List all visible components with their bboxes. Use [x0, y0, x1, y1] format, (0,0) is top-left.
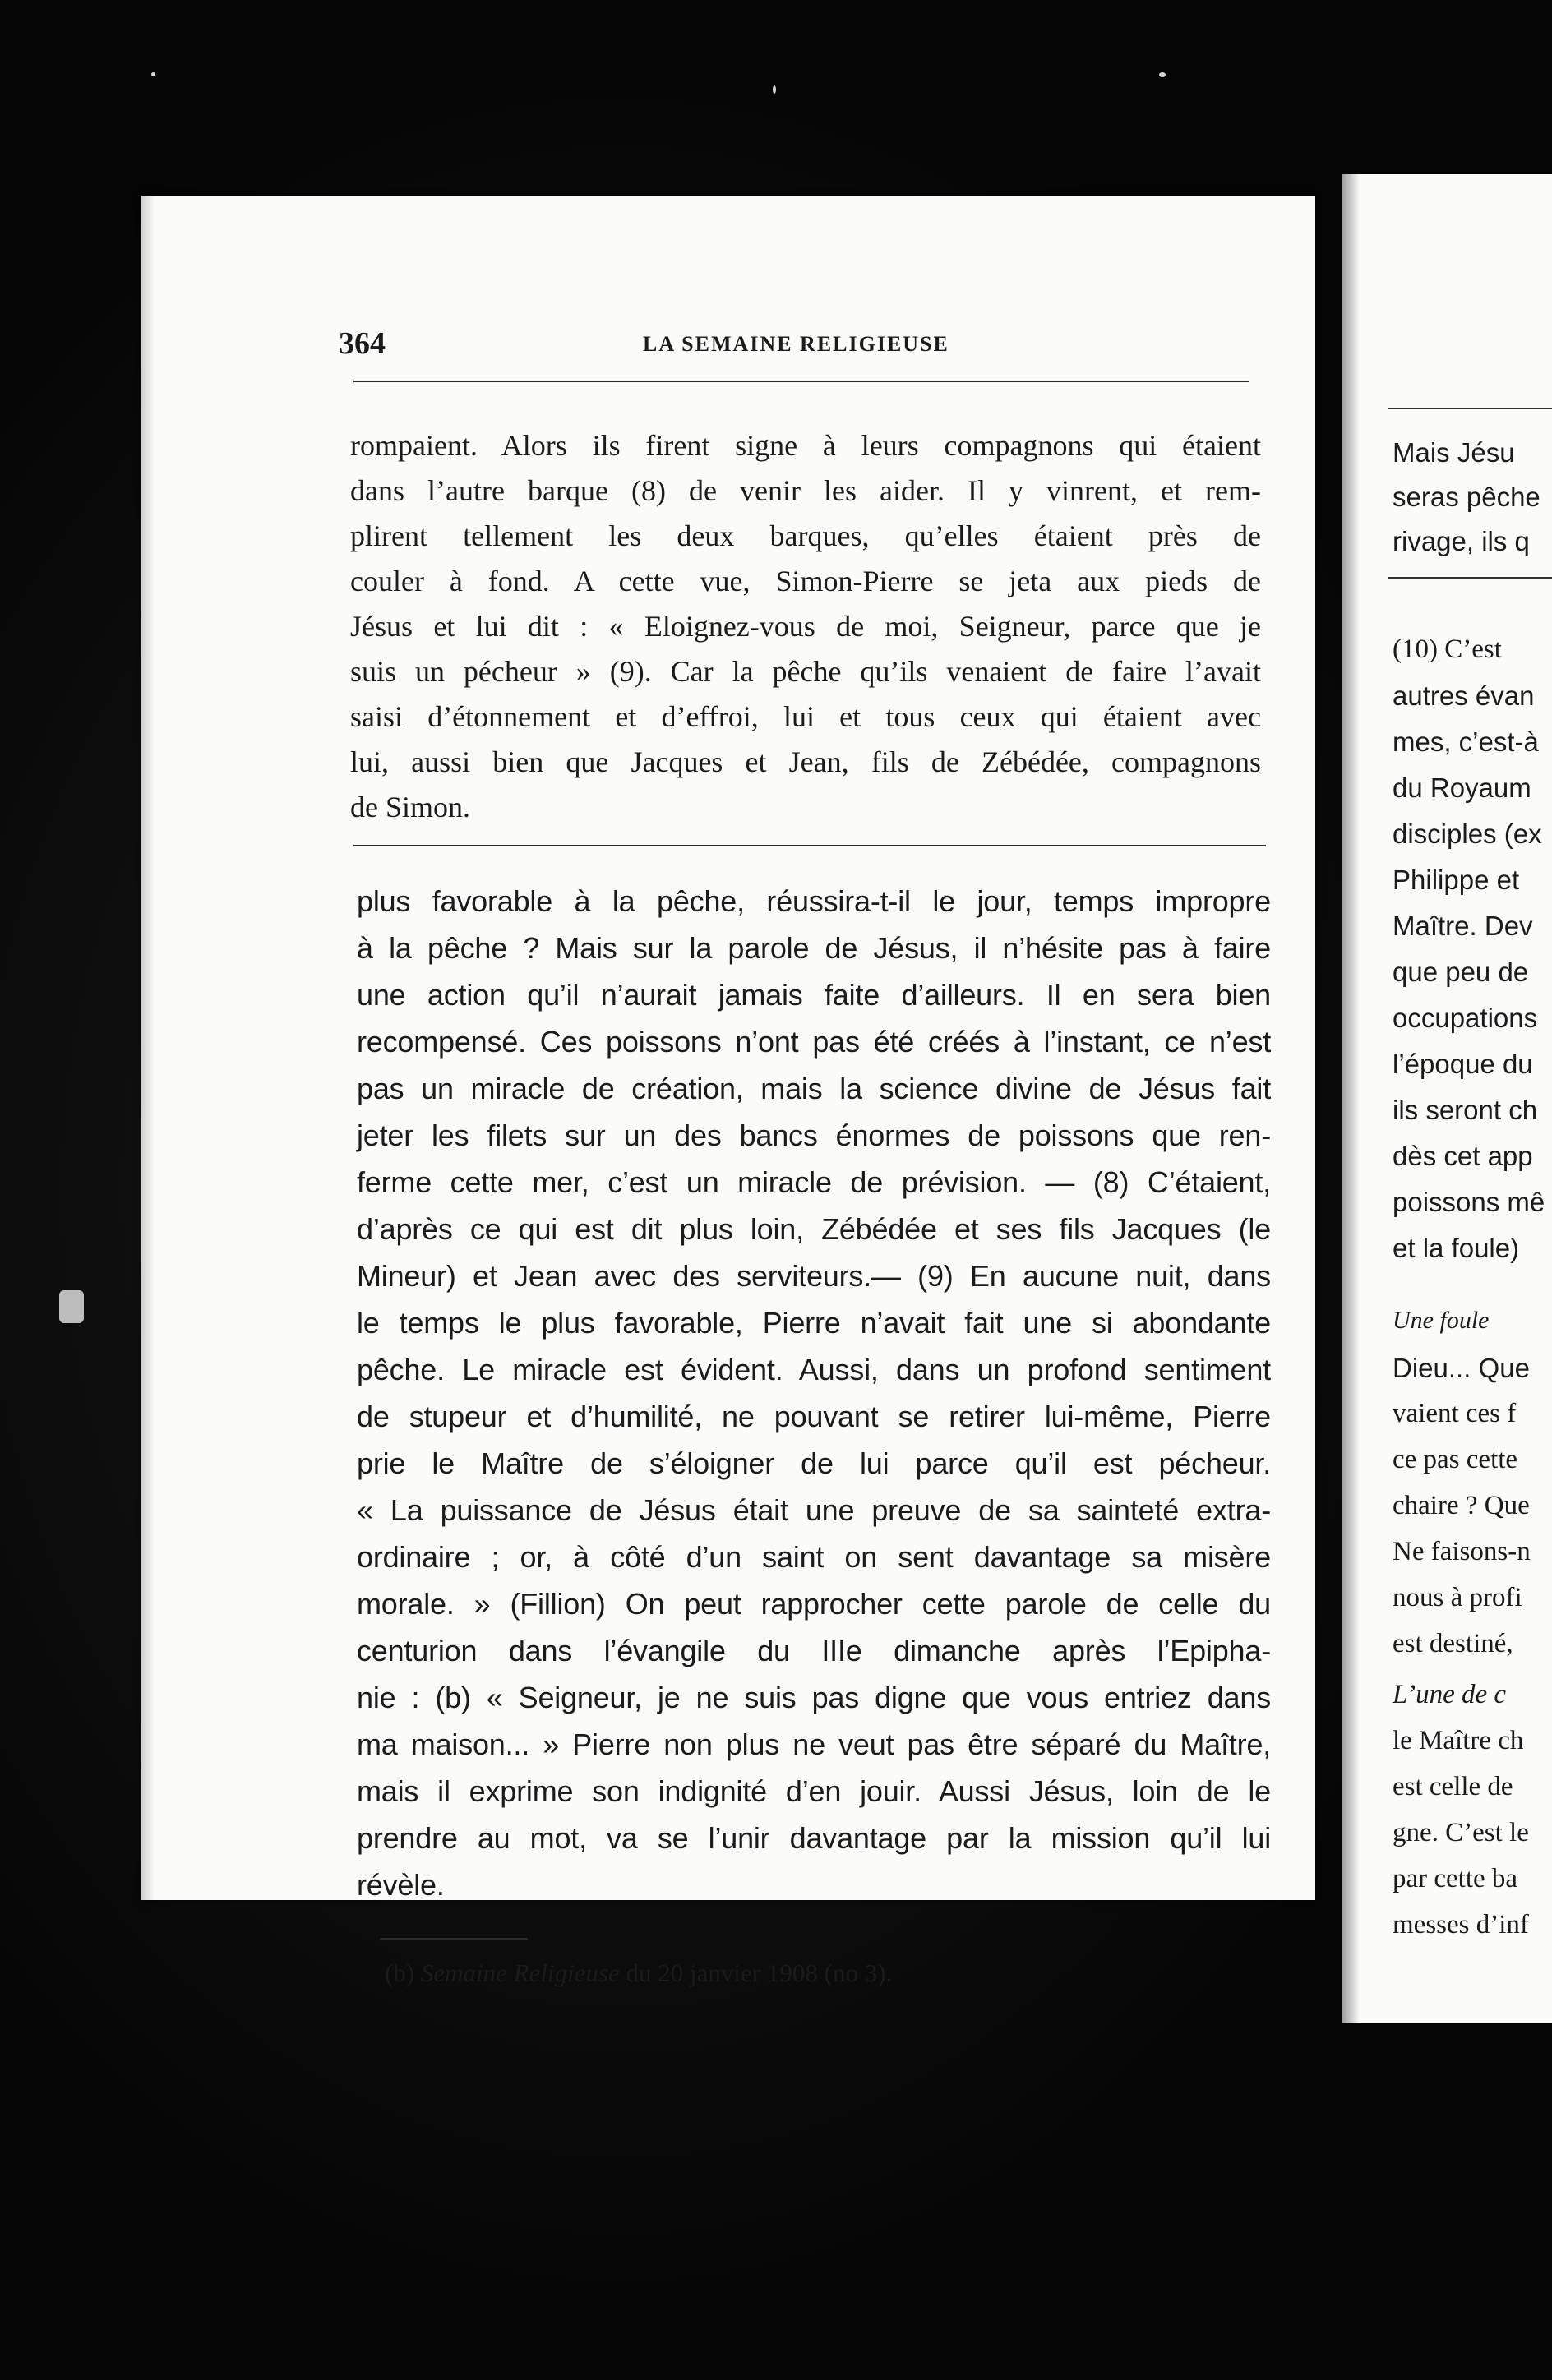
note-line: de stupeur et d’humilité, ne pouvant se retirer lui-même, Pierre [357, 1400, 1271, 1433]
note-line: ferme cette mer, c’est un miracle de prévision. — (8) C’étaient, [357, 1165, 1271, 1199]
right-line: que peu de [1393, 957, 1529, 987]
dust-speck [773, 85, 776, 94]
left-page [141, 196, 1315, 1987]
right-line: chaire ? Que [1393, 1491, 1530, 1520]
dust-speck [151, 72, 155, 76]
text-line: rompaient. Alors ils firent signe à leurs compagnons qui étaient [350, 429, 1261, 462]
right-line: seras pêche [1393, 482, 1540, 512]
right-line: poissons mê [1393, 1187, 1545, 1217]
dust-speck [59, 1290, 84, 1323]
right-line: disciples (ex [1393, 819, 1542, 849]
note-line: ma maison... » Pierre non plus ne veut pas être séparé du Maître, [357, 1727, 1271, 1761]
right-line: est celle de [1393, 1772, 1513, 1801]
right-line: Une foule [1393, 1307, 1490, 1334]
text-line: de Simon. [350, 791, 471, 823]
note-line: d’après ce qui est dit plus loin, Zébédée et ses fils Jacques (le [357, 1212, 1271, 1246]
page-edge-shadow [141, 196, 155, 1900]
note-line: nie : (b) « Seigneur, je ne suis pas digne que vous entriez dans [357, 1681, 1271, 1714]
note-line: pêche. Le miracle est évident. Aussi, dans un profond sentiment [357, 1353, 1271, 1386]
text-line: plirent tellement les deux barques, qu’elles étaient près de [350, 519, 1261, 552]
right-line: et la foule) [1393, 1233, 1520, 1263]
right-page [1342, 174, 1552, 2023]
footnote-rule [380, 1938, 528, 1940]
right-line: Philippe et [1393, 865, 1520, 895]
right-line: Maître. Dev [1393, 911, 1533, 941]
right-line: nous à profi [1393, 1583, 1522, 1612]
note-line: « La puissance de Jésus était une preuve de sa sainteté extra- [357, 1493, 1271, 1527]
right-header-rule [1388, 408, 1552, 409]
right-line: L’une de c [1393, 1680, 1507, 1709]
right-line: gne. C’est le [1393, 1818, 1529, 1847]
right-line: Ne faisons-n [1393, 1537, 1531, 1566]
right-line: ils seront ch [1393, 1095, 1538, 1125]
note-line: centurion dans l’évangile du IIIe dimanche après l’Epipha- [357, 1634, 1271, 1667]
right-line: du Royaum [1393, 773, 1531, 803]
right-line: Mais Jésu [1393, 437, 1515, 468]
footnote-title: Semaine Religieuse [420, 1958, 620, 1987]
right-line: est destiné, [1393, 1629, 1513, 1658]
footnote-rest: du 20 janvier 1908 (no 3). [626, 1958, 893, 1987]
text-line: dans l’autre barque (8) de venir les aider. Il y vinrent, et rem- [350, 474, 1261, 507]
header-rule [353, 381, 1249, 382]
note-line: prendre au mot, va se l’unir davantage par la mission qu’il lui [357, 1821, 1271, 1855]
footnote [385, 1958, 892, 1988]
dust-speck [1159, 72, 1166, 77]
page-header [339, 325, 1399, 375]
right-line: l’époque du [1393, 1049, 1533, 1079]
right-notes-rule [1388, 577, 1552, 579]
right-line: occupations [1393, 1003, 1538, 1033]
note-line: ordinaire ; or, à côté d’un saint on sent davantage sa misère [357, 1540, 1271, 1574]
text-line: lui, aussi bien que Jacques et Jean, fils de Zébédée, compagnons [350, 745, 1261, 778]
note-line: à la pêche ? Mais sur la parole de Jésus, il n’hésite pas à faire [357, 931, 1271, 965]
right-line: mes, c’est-à [1393, 726, 1539, 757]
right-line: autres évan [1393, 680, 1535, 711]
right-line: le Maître ch [1393, 1726, 1524, 1755]
text-line: suis un pécheur » (9). Car la pêche qu’ils venaient de faire l’avait [350, 655, 1261, 688]
note-line: une action qu’il n’aurait jamais faite d’ailleurs. Il en sera bien [357, 978, 1271, 1012]
right-line: Dieu... Que [1393, 1353, 1530, 1383]
right-line: dès cet app [1393, 1141, 1533, 1171]
note-line: Mineur) et Jean avec des serviteurs.— (9) En aucune nuit, dans [357, 1259, 1271, 1293]
footnote-marker: (b) [385, 1958, 415, 1987]
text-line: Jésus et lui dit : « Eloignez-vous de moi, Seigneur, parce que je [350, 610, 1261, 643]
note-line: le temps le plus favorable, Pierre n’avait fait une si abondante [357, 1306, 1271, 1340]
note-line: jeter les filets sur un des bancs énormes de poissons que ren- [357, 1119, 1271, 1152]
right-line: (10) C’est [1393, 634, 1502, 664]
note-line: prie le Maître de s’éloigner de lui parce qu’il est pécheur. [357, 1446, 1271, 1480]
right-line: ce pas cette [1393, 1445, 1518, 1474]
notes-separator-rule [353, 845, 1266, 846]
text-line: saisi d’étonnement et d’effroi, lui et tous ceux qui étaient avec [350, 700, 1261, 733]
right-line: vaient ces f [1393, 1399, 1517, 1428]
note-line: révèle. [357, 1868, 445, 1902]
running-title: LA SEMAINE RELIGIEUSE [643, 332, 949, 356]
right-page-gutter-shadow [1342, 174, 1360, 2023]
right-line: messes d’inf [1393, 1910, 1529, 1940]
right-line: par cette ba [1393, 1864, 1518, 1893]
right-line: rivage, ils q [1393, 526, 1530, 556]
note-line: mais il exprime son indignité d’en jouir. Aussi Jésus, loin de le [357, 1774, 1271, 1808]
page-number: 364 [339, 326, 386, 361]
note-line: recompensé. Ces poissons n’ont pas été créés à l’instant, ce n’est [357, 1025, 1271, 1059]
text-line: couler à fond. A cette vue, Simon-Pierre se jeta aux pieds de [350, 565, 1261, 597]
note-line: plus favorable à la pêche, réussira-t-il le jour, temps impropre [357, 884, 1271, 918]
note-line: pas un miracle de création, mais la science divine de Jésus fait [357, 1072, 1271, 1105]
note-line: morale. » (Fillion) On peut rapprocher cette parole de celle du [357, 1587, 1271, 1621]
